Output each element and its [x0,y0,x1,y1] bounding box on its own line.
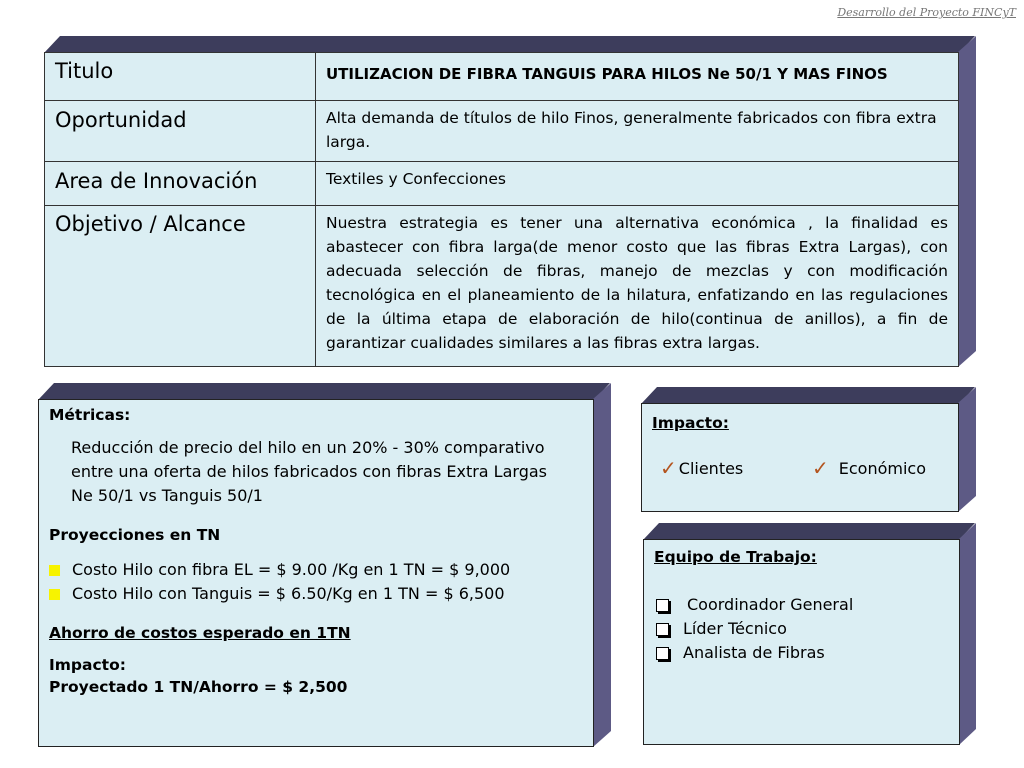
row-label-titulo: Titulo [45,53,316,101]
checkmark-icon: ✓ [660,456,677,480]
metricas-title: Métricas: [49,406,131,424]
checkbox-bullet-icon [656,599,669,612]
projection-tanguis: Costo Hilo con Tanguis = $ 6.50/Kg en 1 TN = $ 6,500 [72,584,505,603]
member-analista: Analista de Fibras [683,643,825,662]
list-item [49,558,579,582]
row-label-objetivo: Objetivo / Alcance [45,206,316,367]
projection-el: Costo Hilo con fibra EL = $ 9.00 /Kg en 1 TN = $ 9,000 [72,560,511,579]
checkbox-bullet-icon [656,647,669,660]
equipo-title: Equipo de Trabajo: [654,548,817,566]
impacto-item-clientes: Clientes [678,458,744,478]
table-row [45,206,959,367]
row-value-oportunidad: Alta demanda de títulos de hilo Finos, generalmente fabricados con fibra extra larga. [316,101,959,162]
member-coordinador: Coordinador General [687,595,854,614]
projections-title: Proyecciones en TN [49,526,221,544]
list-item [656,593,853,617]
checkbox-bullet-icon [656,623,669,636]
table-row [45,162,959,206]
impacto-title: Impacto: [652,414,729,432]
header-note: Desarrollo del Proyecto FINCyT [837,6,1016,19]
row-label-oportunidad: Oportunidad [45,101,316,162]
list-item [656,641,853,665]
row-value-titulo: UTILIZACION DE FIBRA TANGUIS PARA HILOS Ne 50/1 Y MAS FINOS [316,53,959,101]
row-label-area: Area de Innovación [45,162,316,206]
row-value-area: Textiles y Confecciones [316,162,959,206]
impact-label: Impacto: [49,656,126,674]
metricas-description: Reducción de precio del hilo en un 20% - 30% comparativo entre una oferta de hilos fabricados con fibras Extra Largas Ne 50/1 vs Tanguis 50/1 [71,438,547,505]
table-row [45,101,959,162]
row-value-objetivo: Nuestra estrategia es tener una alternativa económica , la finalidad es abastecer con fibra larga(de menor costo que las fibras Extra Largas), con adecuada selección de fibras, manejo de mezclas y con modificación tecnológica en el planeamiento de la hilatura, enfatizando en las regulaciones de la última etapa de elaboración de hilo(continua de anillos), a fin de garantizar cualidades similares a las fibras extra largas. [316,206,959,367]
savings-title: Ahorro de costos esperado en 1TN [49,624,351,642]
yellow-square-bullet-icon [49,565,60,576]
impact-value: Proyectado 1 TN/Ahorro = $ 2,500 [49,678,348,696]
checkmark-icon: ✓ [812,456,829,480]
project-summary-table [44,52,959,367]
table-row [45,53,959,101]
impacto-item-economico: Económico [838,458,927,478]
member-lider: Líder Técnico [683,619,787,638]
list-item [656,617,853,641]
yellow-square-bullet-icon [49,589,60,600]
list-item [49,582,579,606]
